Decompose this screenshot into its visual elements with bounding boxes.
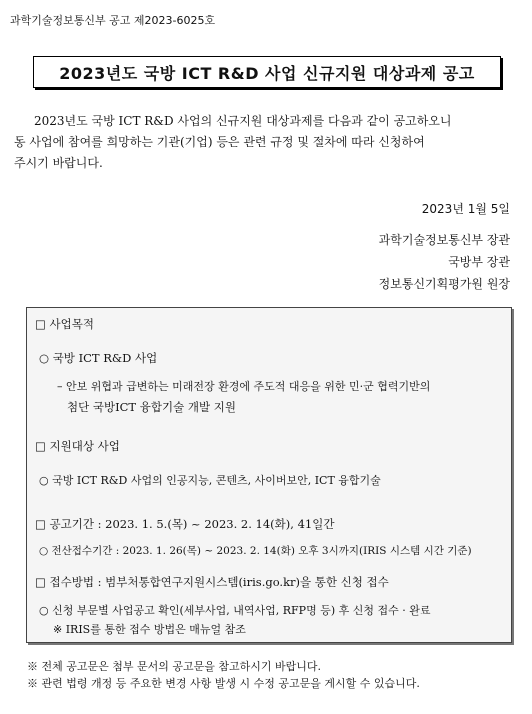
footnote-1: ※ 전체 공고문은 첨부 문서의 공고문을 참고하시기 바랍니다.: [27, 660, 321, 673]
purpose-heading: □ 사업목적: [35, 317, 94, 331]
signatory-msit: 과학기술정보통신부 장관: [378, 233, 510, 247]
purpose-desc-line-1: – 안보 위협과 급변하는 미래전장 환경에 주도적 대응을 위한 민·군 협력기반의: [57, 380, 431, 393]
footnote-2: ※ 관련 법령 개정 등 주요한 변경 사항 발생 시 수정 공고문을 게시할 수 있습니다.: [27, 677, 420, 690]
purpose-desc-line-2: 첨단 국방ICT 융합기술 개발 지원: [67, 400, 236, 414]
period-line: □ 공고기간 : 2023. 1. 5.(목) ~ 2023. 2. 14(화), 41일간: [35, 517, 335, 531]
footnotes: [27, 658, 420, 692]
method-note: ※ IRIS를 통한 접수 방법은 매뉴얼 참조: [53, 623, 246, 636]
notice-date: 2023년 1월 5일: [421, 202, 510, 216]
method-item: ○ 신청 부문별 사업공고 확인(세부사업, 내역사업, RFP명 등) 후 신청 접수 · 완료: [39, 604, 431, 617]
intro-line-3: 주시기 바랍니다.: [14, 156, 103, 170]
document-title: 2023년도 국방 ICT R&D 사업 신규지원 대상과제 공고: [59, 63, 475, 83]
signatory-iitp: 정보통신기획평가원 원장: [378, 277, 510, 291]
reception-period-line: ○ 전산접수기간 : 2023. 1. 26(목) ~ 2023. 2. 14(화) 오후 3시까지(IRIS 시스템 시간 기준): [39, 545, 472, 557]
method-line: □ 접수방법 : 범부처통합연구지원시스템(iris.go.kr)을 통한 신청 접수: [35, 575, 389, 589]
summary-box: [26, 307, 512, 643]
title-box: [33, 56, 501, 88]
intro-line-1: 2023년도 국방 ICT R&D 사업의 신규지원 대상과제를 다음과 같이 공고하오니: [34, 114, 452, 128]
signatory-mnd: 국방부 장관: [448, 255, 510, 269]
target-heading: □ 지원대상 사업: [35, 439, 120, 453]
program-item: ○ 국방 ICT R&D 사업: [39, 351, 158, 365]
target-item: ○ 국방 ICT R&D 사업의 인공지능, 콘텐츠, 사이버보안, ICT 융합기술: [39, 474, 381, 487]
notice-number: 과학기술정보통신부 공고 제2023-6025호: [10, 14, 216, 27]
intro-line-2: 동 사업에 참여를 희망하는 기관(기업) 등은 관련 규정 및 절차에 따라 신청하여: [14, 135, 425, 149]
intro-paragraph: [14, 111, 520, 174]
